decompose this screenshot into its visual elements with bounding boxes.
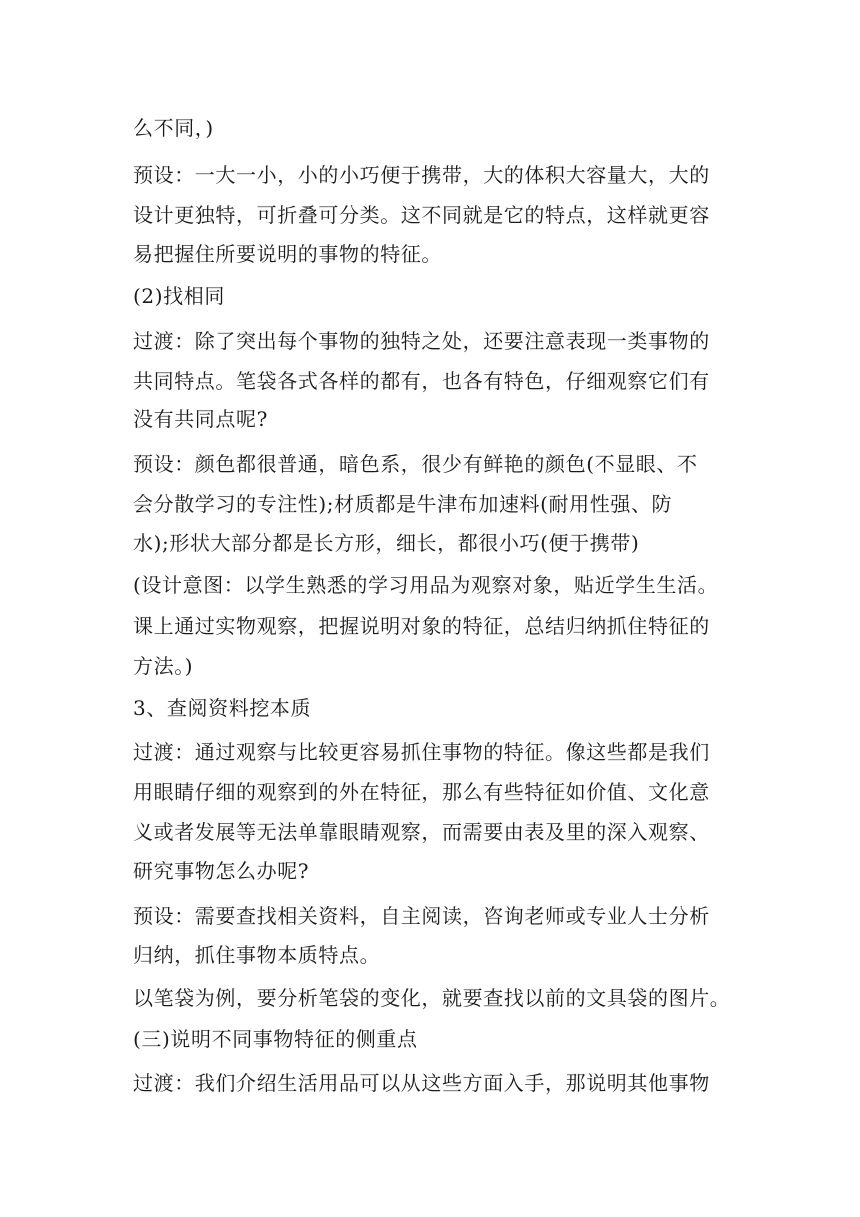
text-line: 义或者发展等无法单靠眼睛观察，而需要由表及里的深入观察、 [133, 820, 710, 844]
text-line: 水);形状大部分都是长方形，细长，都很小巧(便于携带) [133, 531, 640, 555]
text-line: 方法。) [133, 654, 194, 678]
text-line: 会分散学习的专注性);材质都是牛津布加速料(耐用性强、防 [133, 492, 673, 516]
text-line: 以笔袋为例，要分析笔袋的变化，就要查找以前的文具袋的图片。 [133, 986, 731, 1010]
text-line: 3、查阅资料挖本质 [133, 696, 312, 720]
text-line: 过渡：通过观察与比较更容易抓住事物的特征。像这些都是我们 [133, 740, 710, 764]
text-line: 过渡：我们介绍生活用品可以从这些方面入手，那说明其他事物 [133, 1071, 710, 1095]
text-line: 预设：一大一小，小的小巧便于携带，大的体积大容量大，大的 [133, 163, 710, 187]
text-line: 预设：需要查找相关资料，自主阅读，咨询老师或专业人士分析 [133, 904, 710, 928]
text-line: 共同特点。笔袋各式各样的都有，也各有特色，仔细观察它们有 [133, 369, 710, 393]
text-line: 没有共同点呢? [133, 407, 268, 431]
text-line: 用眼睛仔细的观察到的外在特征，那么有些特征如价值、文化意 [133, 780, 710, 804]
text-line: 么不同，) [133, 116, 214, 140]
text-line: 研究事物怎么办呢? [133, 859, 310, 883]
text-line: 易把握住所要说明的事物的特征。 [133, 242, 442, 266]
text-line: (设计意图：以学生熟悉的学习用品为观察对象，贴近学生生活。 [133, 573, 719, 597]
text-line: (2)找相同 [133, 284, 225, 308]
text-line: 设计更独特，可折叠可分类。这不同就是它的特点，这样就更容 [133, 203, 710, 227]
text-line: 预设：颜色都很普通，暗色系，很少有鲜艳的颜色(不显眼、不 [133, 452, 698, 476]
text-line: 归纳，抓住事物本质特点。 [133, 943, 381, 967]
text-line: 课上通过实物观察，把握说明对象的特征，总结归纳抓住特征的 [133, 614, 710, 638]
text-line: 过渡：除了突出每个事物的独特之处，还要注意表现一类事物的 [133, 329, 710, 353]
text-line: (三)说明不同事物特征的侧重点 [133, 1027, 418, 1051]
